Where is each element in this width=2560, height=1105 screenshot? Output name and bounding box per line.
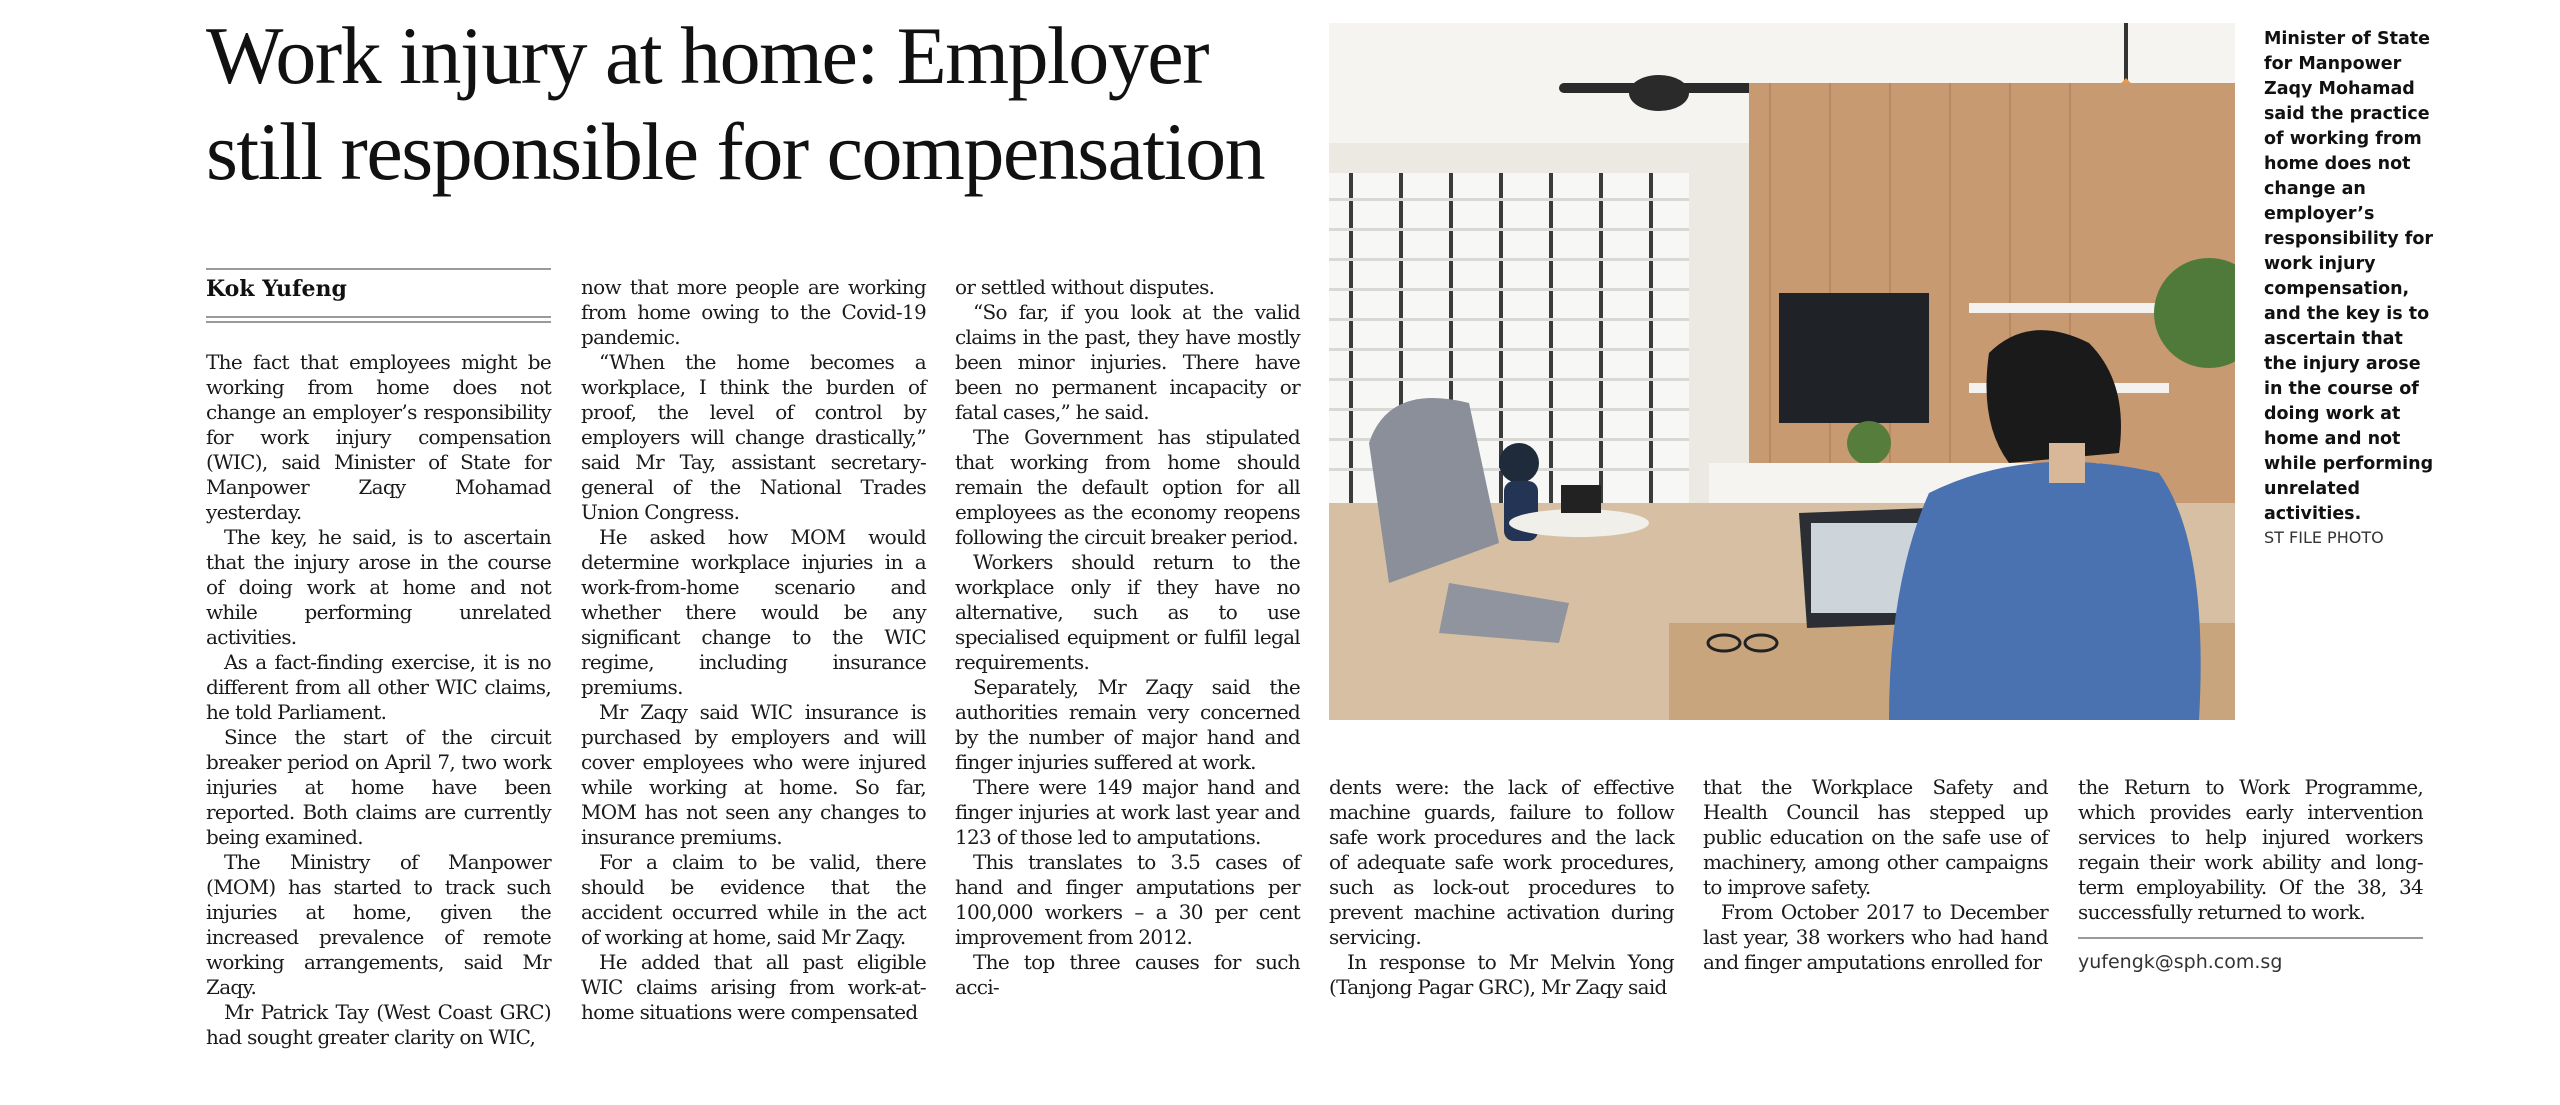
paragraph: or settled without disputes.	[955, 275, 1215, 299]
paragraph: The Ministry of Manpower (MOM) has started to track such injuries at home, given the increased prevalence of remote working arrangements, said Mr Zaqy.	[206, 850, 551, 999]
paragraph: As a fact-finding exercise, it is no different from all other WIC claims, he told Parliament.	[206, 650, 551, 724]
home-office-photo	[1329, 23, 2235, 720]
paragraph: He asked how MOM would determine workplace injuries in a work-from-home scenario and whether there would be any significant change to the WIC regime, including insurance premiums.	[581, 525, 926, 699]
byline-rule-bottom	[206, 316, 551, 323]
paragraph: For a claim to be valid, there should be evidence that the accident occurred while in the act of working at home, said Mr Zaqy.	[581, 850, 926, 949]
paragraph: the Return to Work Programme, which provides early intervention services to help injured workers regain their work ability and long-term employability. Of the 38, 34 successfully returned to work.	[2078, 775, 2423, 924]
paragraph: Mr Patrick Tay (West Coast GRC) had sought greater clarity on WIC,	[206, 1000, 551, 1049]
paragraph: From October 2017 to December last year, 38 workers who had hand and finger amputations enrolled for	[1703, 900, 2048, 974]
paragraph: that the Workplace Safety and Health Council has stepped up public education on the safe use of machinery, among other campaigns to improve safety.	[1703, 775, 2048, 899]
paragraph: dents were: the lack of effective machine guards, failure to follow safe work procedures and the lack of adequate safe work procedures, such as lock-out procedures to prevent machine activation during servicing.	[1329, 775, 1674, 949]
paragraph: “So far, if you look at the valid claims in the past, they have mostly been minor injuries. There have been no permanent incapacity or fatal cases,” he said.	[955, 300, 1300, 424]
article-column-5	[1703, 775, 2048, 975]
article-column-2	[581, 275, 926, 1025]
paragraph: The fact that employees might be working from home does not change an employer’s responsibility for work injury compensation (WIC), said Minister of State for Manpower Zaqy Mohamad yesterday.	[206, 350, 551, 524]
paragraph: There were 149 major hand and finger injuries at work last year and 123 of those led to amputations.	[955, 775, 1300, 849]
article-column-3	[955, 275, 1300, 1000]
paragraph: In response to Mr Melvin Yong (Tanjong Pagar GRC), Mr Zaqy said	[1329, 950, 1674, 999]
paragraph: Mr Zaqy said WIC insurance is purchased by employers and will cover employees who were injured while working at home. So far, MOM has not seen any changes to insurance premiums.	[581, 700, 926, 849]
photo-caption: Minister of State for Manpower Zaqy Mohamad said the practice of working from home does not change an employer’s responsibility for work injury compensation, and the key is to ascertain that the injury arose in the course of doing work at home and not while performing unrelated activities.	[2264, 29, 2434, 524]
paragraph: Separately, Mr Zaqy said the authorities remain very concerned by the number of major hand and finger injuries suffered at work.	[955, 675, 1300, 774]
article-column-1	[206, 350, 551, 1050]
byline: Kok Yufeng	[206, 276, 347, 302]
paragraph: now that more people are working from home owing to the Covid-19 pandemic.	[581, 275, 926, 349]
paragraph: He added that all past eligible WIC claims arising from work-at-home situations were compensated	[581, 950, 926, 1024]
headline: Work injury at home: Employer still responsible for compensation	[206, 10, 1265, 197]
photo-credit: ST FILE PHOTO	[2264, 528, 2384, 547]
paragraph: The key, he said, is to ascertain that the injury arose in the course of doing work at home and not while performing unrelated activities.	[206, 525, 551, 649]
paragraph: Workers should return to the workplace only if they have no alternative, such as to use specialised equipment or fulfil legal requirements.	[955, 550, 1300, 674]
byline-rule-top	[206, 268, 551, 270]
paragraph: This translates to 3.5 cases of hand and finger amputations per 100,000 workers – a 30 per cent improvement from 2012.	[955, 850, 1300, 949]
article-column-6	[2078, 775, 2423, 925]
paragraph: Since the start of the circuit breaker period on April 7, two work injuries at home have been reported. Both claims are currently being examined.	[206, 725, 551, 849]
paragraph: The Government has stipulated that working from home should remain the default option for all employees as the economy reopens following the circuit breaker period.	[955, 425, 1300, 549]
article-column-4	[1329, 775, 1674, 1000]
author-email[interactable]: yufengk@sph.com.sg	[2078, 951, 2283, 973]
paragraph: “When the home becomes a workplace, I think the burden of proof, the level of control by employers will change drastically,” said Mr Tay, assistant secretary-general of the National Trades Union Congress.	[581, 350, 926, 524]
paragraph: The top three causes for such acci-	[955, 950, 1300, 999]
email-rule	[2078, 937, 2423, 939]
